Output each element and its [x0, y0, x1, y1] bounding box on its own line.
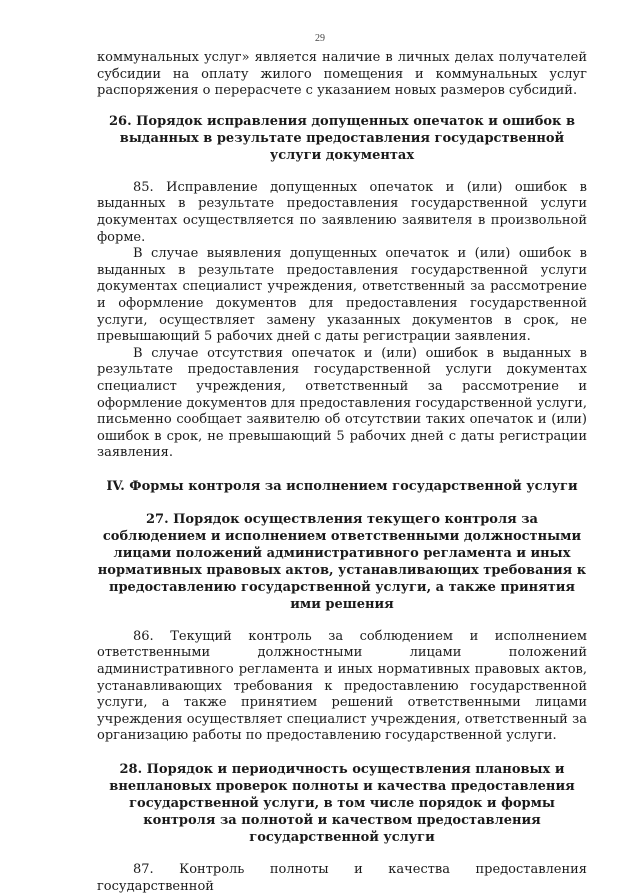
paragraph-85-no-errors: В случае отсутствия опечаток и (или) ошибок в выданных в результате предоставления государственной услуги документах специалист учреждения, ответственный за рассмотрение и оформление документов для предоставления государственной услуги, письменно сообщает заявителю об отсутствии таких опечаток и (или) ошибок в срок, не превышающий 5 рабочих дней с даты регистрации заявления. — [97, 345, 587, 461]
paragraph-85: 85. Исправление допущенных опечаток и (или) ошибок в выданных в результате предоставления государственной услуги документах осуществляется по заявлению заявителя в произвольной форме. — [97, 179, 587, 245]
chapter-4-heading: IV. Формы контроля за исполнением государственной услуги — [106, 478, 578, 494]
page-content — [97, 50, 587, 895]
section-26-heading: 26. Порядок исправления допущенных опечаток и ошибок в выданных в результате предоставления государственной услуги документах — [108, 113, 575, 163]
paragraph-87: 87. Контроль полноты и качества предоставления государственной — [97, 862, 587, 894]
paragraph-86: 86. Текущий контроль за соблюдением и исполнением ответственными должностными лицами положений административного регламента и иных нормативных правовых актов, устанавливающих требования к предоставлению государственной услуги, а также принятием решений ответственными лицами учреждения осуществляет специалист учреждения, ответственный за организацию работы по предоставлению государственной услуги. — [97, 628, 587, 744]
section-28-heading: 28. Порядок и периодичность осуществления плановых и внеплановых проверок полноты и качества предоставления государственной услуги, в том числе порядок и формы контроля за полнотой и качеством предоставления государственной услуги — [109, 762, 575, 846]
paragraph-85-errors-found: В случае выявления допущенных опечаток и (или) ошибок в выданных в результате предоставления государственной услуги документах специалист учреждения, ответственный за рассмотрение и оформление документов для предоставления государственной услуги, осуществляет замену указанных документов в срок, не превышающий 5 рабочих дней с даты регистрации заявления. — [97, 246, 587, 345]
page-number: 29 — [315, 33, 325, 44]
continuation-paragraph: коммунальных услуг» является наличие в личных делах получателей субсидии на оплату жилого помещения и коммунальных услуг распоряжения о перерасчете с указанием новых размеров субсидий. — [97, 50, 587, 99]
section-27-heading: 27. Порядок осуществления текущего контроля за соблюдением и исполнением ответственными должностными лицами положений административного регламента и иных нормативных правовых актов, устанавливающих требования к предоставлению государственной услуги, а также принятия ими решения — [97, 511, 587, 612]
